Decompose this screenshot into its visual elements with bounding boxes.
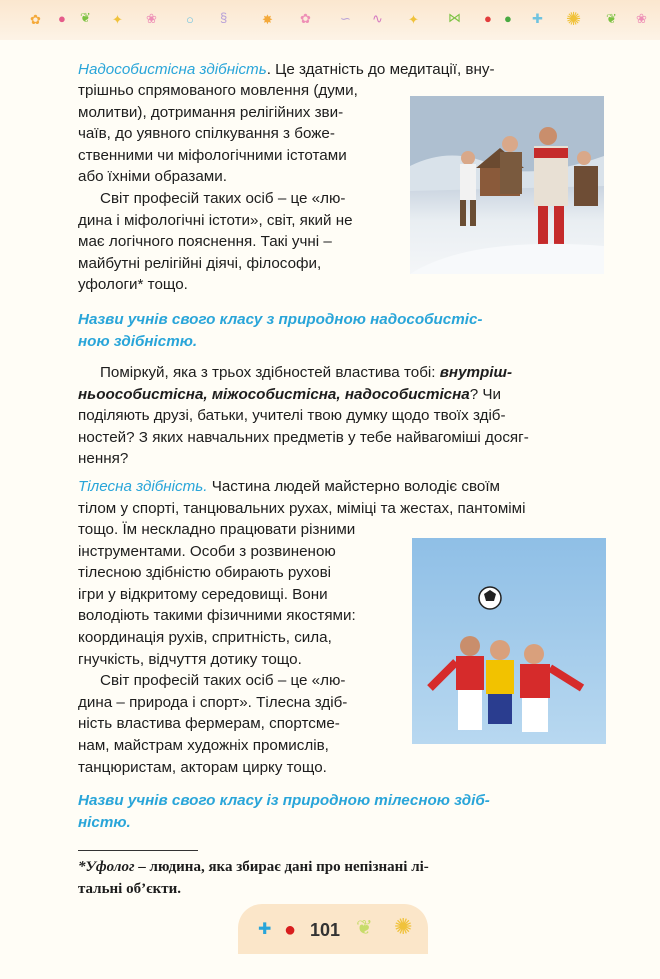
swirl-icon: ∿ bbox=[372, 11, 383, 26]
leaf-icon: ❦ bbox=[356, 917, 373, 939]
flower-icon: ✿ bbox=[300, 11, 311, 26]
star-icon: ✦ bbox=[408, 12, 419, 27]
task-transpersonal: Назви учнів свого класу з природною надособистіс- ною здібністю. bbox=[78, 311, 483, 350]
leaf-icon: ❦ bbox=[606, 11, 617, 26]
dot-icon: ● bbox=[504, 11, 512, 26]
sun-icon: ✺ bbox=[566, 9, 582, 29]
leaf-icon: ❦ bbox=[80, 10, 91, 25]
star-icon: ✸ bbox=[262, 12, 273, 27]
term-transpersonal: Надособистісна здібність bbox=[78, 61, 267, 78]
section2-intro: Тілесна здібність. Частина людей майстерно володіє своїм тілом у спорті, танцювальних рухах, міміці та жестах, пантомімі bbox=[78, 478, 526, 517]
flower-icon: ✿ bbox=[30, 12, 41, 27]
football-illustration bbox=[412, 538, 606, 744]
footnote: *Уфолог – людина, яка збирає дані про непізнані лі- тальні об’єкти. bbox=[78, 859, 429, 897]
flower-icon: ❀ bbox=[146, 11, 157, 26]
section2-text: тощо. Їм нескладно працювати різними інструментами. Особи з розвиненою тілесною здібністю обирають рухові ігри у відкритому середовищі. Вони володіють такими фізичними якостями: координація рухів, спритність, сила, гнучкість, відчуття дотику тощо. Світ професій таких осіб – це «лю- дина – природа і спорт». Тілесна здіб- ність властива фермерам, спортсме- нам, майстрам художніх промислів, танцюристам, акторам цирку тощо. bbox=[78, 521, 356, 776]
bow-icon: ⋈ bbox=[448, 10, 461, 25]
star-icon: ✚ bbox=[258, 921, 272, 938]
footnote-divider bbox=[78, 850, 198, 851]
carolers-illustration bbox=[410, 96, 604, 274]
star-icon: ✚ bbox=[532, 11, 543, 26]
dot-icon: ● bbox=[484, 11, 492, 26]
section1-line1: Надособистісна здібність. Це здатність до медитації, вну- bbox=[78, 61, 495, 78]
dot-icon: ○ bbox=[186, 12, 194, 27]
carolers-photo bbox=[410, 96, 604, 274]
reflection-paragraph: Поміркуй, яка з трьох здібностей властива тобі: внутріш- ньоособистісна, міжособистісна, надособистісна? Чи поділяють друзі, батьки, учителі твою думку щодо твоїх здіб- ностей? З яких навчальних предметів у тебе найвагоміші досяг- нення? bbox=[78, 364, 529, 468]
dot-icon: ● bbox=[58, 11, 66, 26]
star-icon: ✦ bbox=[112, 12, 123, 27]
swirl-icon: § bbox=[220, 10, 228, 25]
berry-icon: ● bbox=[284, 919, 297, 941]
top-decorative-band bbox=[0, 0, 660, 40]
page-number: 101 bbox=[310, 920, 341, 940]
swirl-icon: ✺ bbox=[394, 914, 413, 939]
football-photo bbox=[412, 538, 606, 744]
task-bodily: Назви учнів свого класу із природною тілесною здіб- ністю. bbox=[78, 792, 490, 831]
swirl-icon: ∽ bbox=[340, 11, 351, 26]
flower-icon: ❀ bbox=[636, 11, 647, 26]
term-bodily: Тілесна здібність. bbox=[78, 478, 208, 495]
section1-text: трішньо спрямованого мовлення (думи, молитви), дотримання релігійних зви- чаїв, до уявного спілкування з боже- ственними чи міфологічними істотами або їхніми образами. Світ професій таких осіб – це «лю- дина і міфологічні істоти», світ, який не має логічного пояснення. Такі учні – майбутні релігійні діячі, філософи, уфологи* тощо. bbox=[78, 82, 358, 294]
